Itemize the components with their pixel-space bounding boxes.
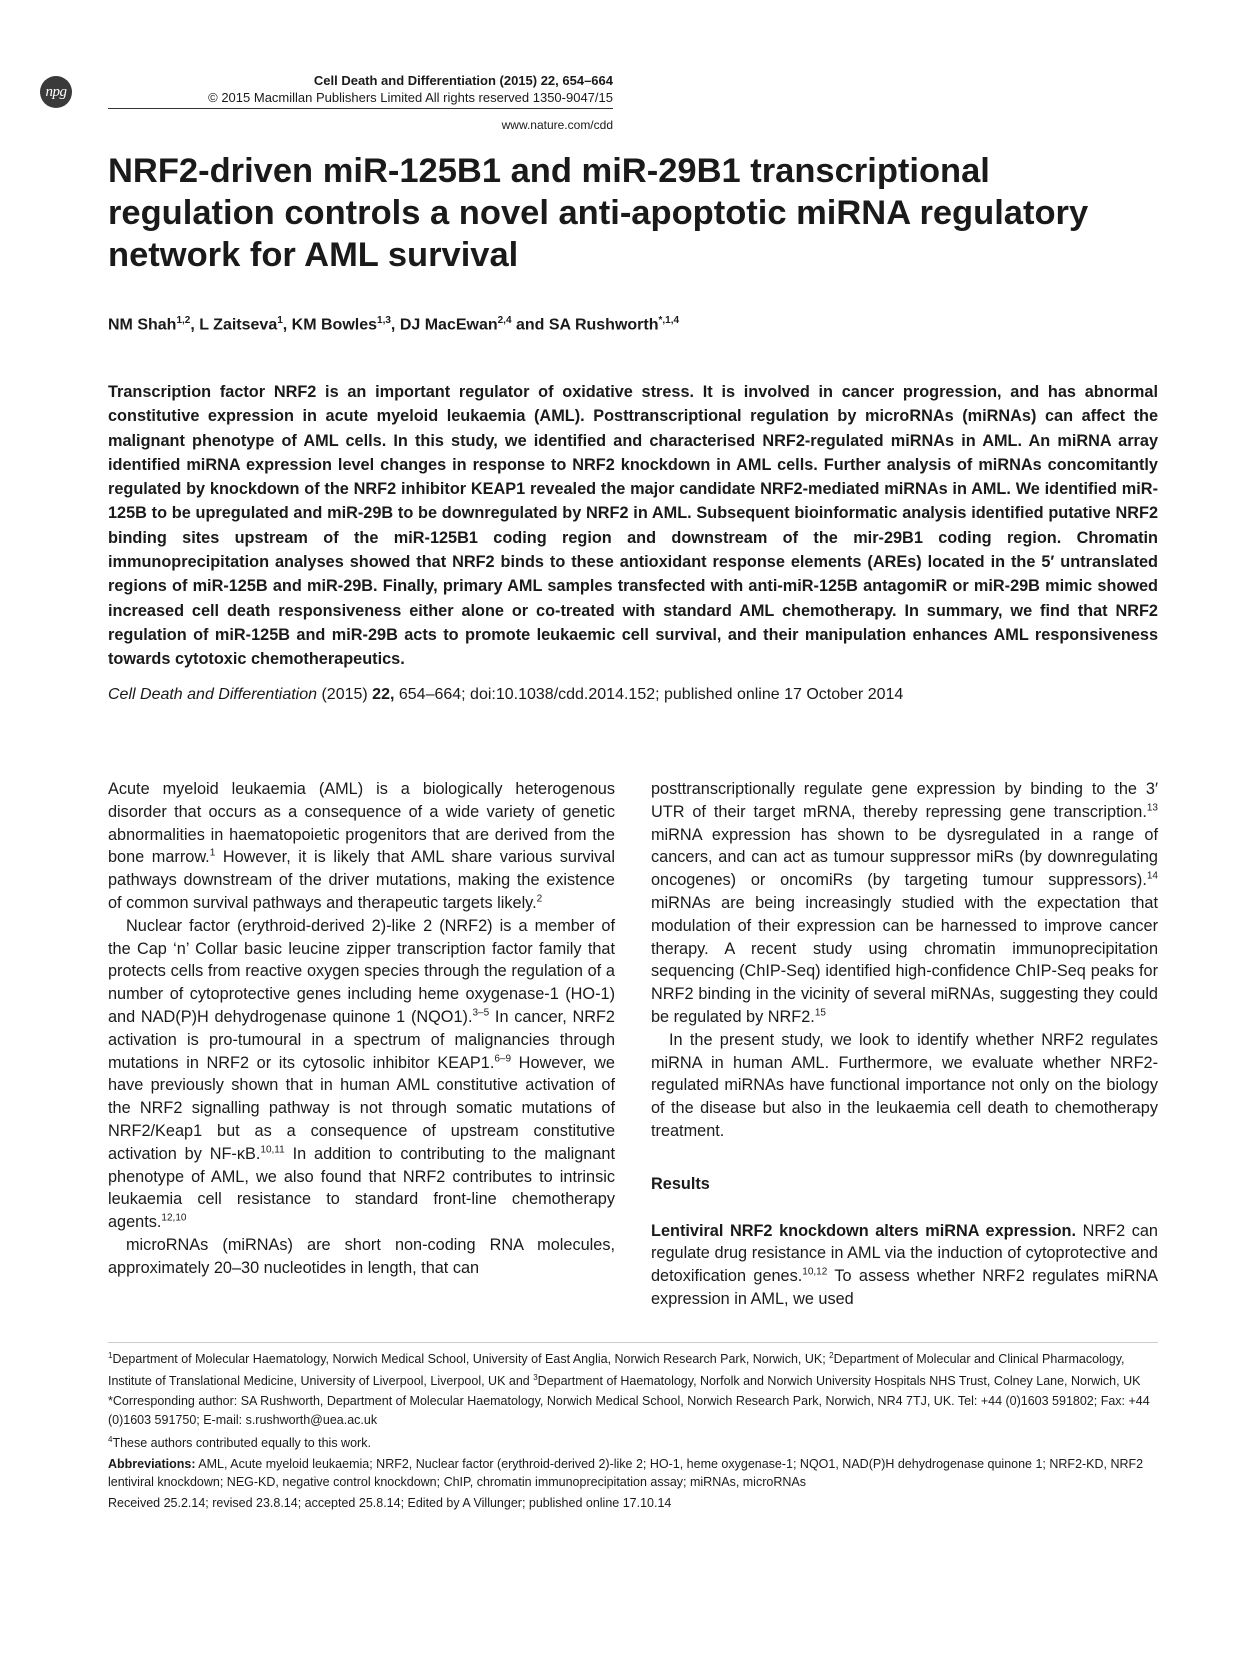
- author-affiliation: 2,4: [497, 315, 512, 326]
- reference-marker[interactable]: 6–9: [494, 1053, 512, 1065]
- section-heading-results: Results: [651, 1174, 710, 1193]
- reference-marker[interactable]: 12,10: [161, 1212, 187, 1224]
- corresponding-author-footnote: *Corresponding author: SA Rushworth, Department of Molecular Haematology, Norwich Medical School, Norwich Research Park, Norwich, NR4 7TJ, UK. Tel: +44 (0)1603 591802; Fax: +44 (0)1603 591750; E-mail: s.rushworth@uea.ac.uk: [108, 1394, 1150, 1427]
- reference-marker[interactable]: 3–5: [472, 1007, 490, 1019]
- citation-year: (2015): [321, 686, 368, 703]
- reference-marker[interactable]: 10,11: [260, 1144, 285, 1156]
- reference-marker[interactable]: 10,12: [802, 1266, 828, 1278]
- citation-volume: 22,: [372, 686, 395, 703]
- body-paragraph-continued: posttranscriptionally regulate gene expression by binding to the 3′ UTR of their target mRNA, thereby repressing gene transcription.$^{13}$ miRNA expression has shown to be dysregulated in a range of cancers, and can act as tumour suppressor miRs (by downregulating oncogenes) or oncomiRs (by targeting tumour suppressors).$^{14}$ miRNAs are being increasingly studied with the expectation that modulation of their expression can be harnessed to improve cancer therapy. A recent study using chromatin immunoprecipitation sequencing (ChIP-Seq) identified high-confidence ChIP-Seq peaks for NRF2 binding in the vicinity of several miRNAs, suggesting they could be regulated by NRF2.15: [651, 780, 1158, 1026]
- npg-logo: npg: [40, 76, 72, 108]
- reference-marker[interactable]: 14: [1146, 870, 1158, 882]
- author-affiliation: *,1,4: [658, 315, 680, 326]
- journal-header: [180, 72, 613, 106]
- author-affiliation: 1: [277, 315, 283, 326]
- reference-marker[interactable]: 13: [1146, 802, 1158, 814]
- author-affiliation: 1,3: [377, 315, 391, 326]
- body-column-left: [108, 778, 615, 1280]
- citation-line: [108, 684, 1158, 706]
- copyright-line: © 2015 Macmillan Publishers Limited All rights reserved 1350-9047/15: [208, 90, 613, 105]
- author-affiliation: 1,2: [176, 315, 191, 326]
- reference-marker[interactable]: 2: [536, 893, 543, 905]
- author-name: L Zaitseva: [199, 316, 278, 334]
- article-title: NRF2-driven miR-125B1 and miR-29B1 transcriptional regulation controls a novel anti-apoptotic miRNA regulatory network for AML survival: [108, 152, 1089, 274]
- body-paragraph: In the present study, we look to identify whether NRF2 regulates miRNA in human AML. Furthermore, we evaluate whether NRF2-regulated miRNAs have functional importance not only on the biology of the disease but also in the leukaemia cell death to chemotherapy treatment.: [651, 1030, 1158, 1140]
- affiliations-footnote: $^1$Department of Molecular Haematology, Norwich Medical School, University of East Anglia, Norwich Research Park, Norwich, UK; $^2$Department of Molecular and Clinical Pharmacology, Institute of Translational Medicine, University of Liverpool, Liverpool, UK and $^3$Department of Haematology, Norfolk and Norwich University Hospitals NHS Trust, Colney Lane, Norwich, UK: [108, 1351, 1141, 1388]
- reference-marker[interactable]: 15: [814, 1007, 826, 1019]
- author-list: NM Shah$^{1,2}$, L Zaitseva$^1$, KM Bowles$^{1,3}$, DJ MacEwan$^{2,4}$ and SA Rushworth$^{*,1,4}$: [108, 315, 680, 334]
- received-dates: Received 25.2.14; revised 23.8.14; accepted 25.8.14; Edited by A Villunger; published online 17.10.14: [108, 1495, 672, 1510]
- citation-details: 654–664; doi:10.1038/cdd.2014.152; published online 17 October 2014: [398, 686, 904, 703]
- equal-contribution-footnote: $^4$These authors contributed equally to this work.: [108, 1435, 371, 1451]
- citation-journal: Cell Death and Differentiation: [108, 686, 318, 703]
- author-name: NM Shah: [108, 316, 177, 334]
- author-name: KM Bowles: [291, 316, 378, 334]
- journal-line: Cell Death and Differentiation (2015) 22, 654–664: [313, 73, 613, 88]
- author-name: SA Rushworth: [548, 316, 659, 334]
- body-paragraph-split: microRNAs (miRNAs) are short non-coding RNA molecules, approximately 20–30 nucleotides in length, that can: [108, 1235, 615, 1277]
- journal-url[interactable]: www.nature.com/cdd: [501, 118, 613, 132]
- body-paragraph: Nuclear factor (erythroid-derived 2)-like 2 (NRF2) is a member of the Cap ‘n’ Collar basic leucine zipper transcription factor family that protects cells from reactive oxygen species through the regulation of a number of cytoprotective genes including heme oxygenase-1 (HO-1) and NAD(P)H dehydrogenase quinone 1 (NQO1).$^{3-5}$ In cancer, NRF2 activation is pro-tumoural in a spectrum of malignancies through mutations in NRF2 or its cytosolic inhibitor KEAP1.$^{6-9}$ However, we have previously shown that in human AML constitutive activation of the NRF2 signalling pathway is not through somatic mutations of NRF2/Keap1 but as a consequence of upstream constitutive activation by NF-κB.$^{10,11}$ In addition to contributing to the malignant phenotype of AML, we also found that NRF2 contributes to intrinsic leukaemia cell resistance to standard front-line chemotherapy agents.$^{12,10}$: [108, 916, 615, 1232]
- body-column-right: [651, 778, 1158, 1311]
- footnotes: [108, 1342, 1158, 1514]
- body-paragraph: Acute myeloid leukaemia (AML) is a biologically heterogenous disorder that occurs as a consequence of a wide variety of genetic abnormalities in haematopoietic progenitors that are derived from the bone marrow.$^1$ However, it is likely that AML share various survival pathways downstream of the driver mutations, making the existence of common survival pathways and therapeutic targets likely.$^2$: [108, 780, 615, 912]
- subsection-paragraph: Lentiviral NRF2 knockdown alters miRNA expression. NRF2 can regulate drug resistance in AML via the induction of cytoprotective and detoxification genes.$^{10,12}$ To assess whether NRF2 regulates miRNA expression in AML, we used: [651, 1221, 1158, 1308]
- author-name: DJ MacEwan: [399, 316, 498, 334]
- abstract: Transcription factor NRF2 is an important regulator of oxidative stress. It is involved in cancer progression, and has abnormal constitutive expression in acute myeloid leukaemia (AML). Posttranscriptional regulation by microRNAs (miRNAs) can affect the malignant phenotype of AML cells. In this study, we identified and characterised NRF2-regulated miRNAs in AML. An miRNA array identified miRNA expression level changes in response to NRF2 knockdown in AML cells. Further analysis of miRNAs concomitantly regulated by knockdown of the NRF2 inhibitor KEAP1 revealed the major candidate NRF2-mediated miRNAs in AML. We identified miR-125B to be upregulated and miR-29B to be downregulated by NRF2 in AML. Subsequent bioinformatic analysis identified putative NRF2 binding sites upstream of the miR-125B1 coding region and downstream of the mir-29B1 coding region. Chromatin immunoprecipitation analyses showed that NRF2 binds to these antioxidant response elements (AREs) located in the 5′ untranslated regions of miR-125B and miR-29B. Finally, primary AML samples transfected with anti-miR-125B antagomiR or miR-29B mimic showed increased cell death responsiveness either alone or co-treated with standard AML chemotherapy. In summary, we find that NRF2 regulation of miR-125B and miR-29B acts to promote leukaemic cell survival, and their manipulation enhances AML responsiveness towards cytotoxic chemotherapeutics.: [108, 383, 1158, 669]
- abbreviations-footnote: Abbreviations: AML, Acute myeloid leukaemia; NRF2, Nuclear factor (erythroid-derived 2)-like 2; HO-1, heme oxygenase-1; NQO1, NAD(P)H dehydrogenase quinone 1; NRF2-KD, NRF2 lentiviral knockdown; NEG-KD, negative control knockdown; ChIP, chromatin immunoprecipitation assay; miRNAs, microRNAs: [108, 1456, 1144, 1490]
- header-divider: [108, 108, 613, 109]
- subsection-title: Lentiviral NRF2 knockdown alters miRNA expression.: [651, 1221, 1077, 1240]
- reference-marker[interactable]: 1: [209, 847, 216, 859]
